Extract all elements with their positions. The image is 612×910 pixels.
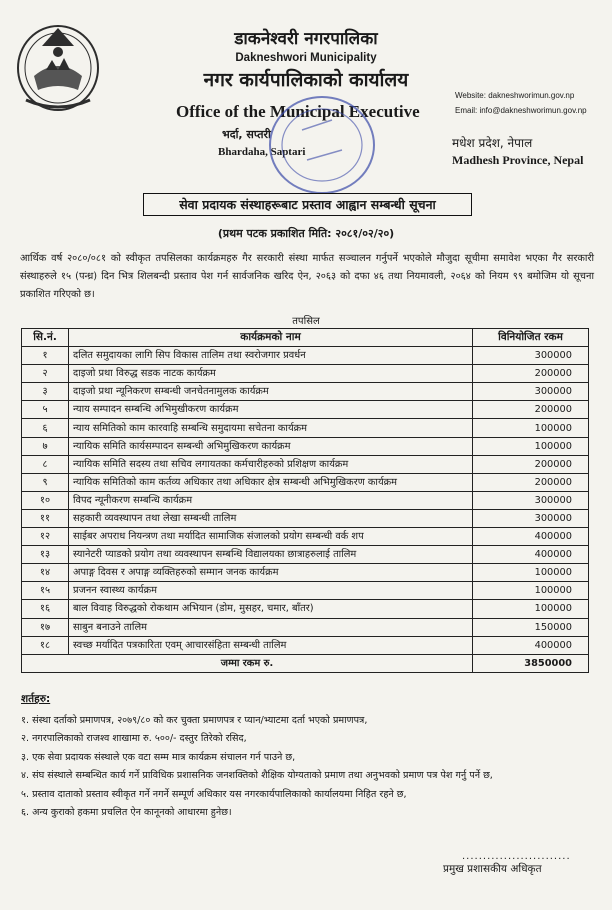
email-text: Email: info@dakneshworimun.gov.np bbox=[455, 106, 587, 115]
conditions-list bbox=[21, 712, 601, 822]
office-stamp bbox=[262, 90, 382, 200]
row-program-name: साईबर अपराध नियन्त्रण तथा मर्यादित सामाजिक संजालको प्रयोग सम्बन्धी वर्क शप bbox=[69, 528, 473, 546]
table-row bbox=[22, 473, 589, 491]
table-caption: तपसिल bbox=[292, 316, 320, 327]
row-amount: 100000 bbox=[473, 419, 589, 437]
row-serial-number: १० bbox=[22, 491, 69, 509]
row-serial-number: १६ bbox=[22, 600, 69, 618]
table-row bbox=[22, 582, 589, 600]
total-row bbox=[22, 654, 589, 672]
row-amount: 100000 bbox=[473, 437, 589, 455]
row-program-name: प्रजनन स्वास्थ्य कार्यक्रम bbox=[69, 582, 473, 600]
notice-subtitle: (प्रथम पटक प्रकाशित मिति: २०८१/०२/२०) bbox=[217, 227, 395, 240]
row-program-name: दाइजो प्रथा विरुद्ध सडक नाटक कार्यक्रम bbox=[69, 365, 473, 383]
row-serial-number: ७ bbox=[22, 437, 69, 455]
municipality-name-en: Dakneshwori Municipality bbox=[235, 52, 377, 64]
row-serial-number: १२ bbox=[22, 528, 69, 546]
row-amount: 200000 bbox=[473, 401, 589, 419]
row-amount: 100000 bbox=[473, 582, 589, 600]
table-row bbox=[22, 618, 589, 636]
address-en: Bhardaha, Saptari bbox=[218, 146, 306, 158]
table-row bbox=[22, 383, 589, 401]
row-serial-number: १३ bbox=[22, 546, 69, 564]
row-amount: 400000 bbox=[473, 636, 589, 654]
row-program-name: अपाङ्ग दिवस र अपाङ्ग व्यक्तिहरुको सम्मान जनक कार्यक्रम bbox=[69, 564, 473, 582]
row-amount: 300000 bbox=[473, 491, 589, 509]
table-row bbox=[22, 636, 589, 654]
table-row bbox=[22, 437, 589, 455]
row-program-name: न्यायिक समिति सदस्य तथा सचिव लगायतका कर्मचारीहरुको प्रशिक्षण कार्यक्रम bbox=[69, 455, 473, 473]
row-program-name: दलित समुदायका लागि सिप विकास तालिम तथा स्वरोजगार प्रवर्धन bbox=[69, 347, 473, 365]
municipality-name-np: डाकनेश्वरी नगरपालिका bbox=[234, 29, 378, 49]
address-np: भर्दा, सप्तरी bbox=[222, 128, 271, 141]
row-serial-number: ६ bbox=[22, 419, 69, 437]
program-table bbox=[21, 328, 589, 673]
table-row bbox=[22, 455, 589, 473]
signature-line: .......................... bbox=[462, 851, 571, 862]
row-program-name: विपद न्यूनीकरण सम्बन्धि कार्यक्रम bbox=[69, 491, 473, 509]
office-name-en: Office of the Municipal Executive bbox=[176, 102, 420, 121]
condition-item: २. नगरपालिकाको राजश्व शाखामा रु. ५००/- दस्तुर तिरेको रसिद, bbox=[21, 733, 247, 745]
row-program-name: न्यायिक समिति कार्यसम्पादन सम्बन्धी अभिमुखिकरण कार्यक्रम bbox=[69, 437, 473, 455]
contact-info bbox=[455, 88, 587, 118]
total-label: जम्मा रकम रु. bbox=[22, 654, 473, 672]
table-row bbox=[22, 546, 589, 564]
row-serial-number: ८ bbox=[22, 455, 69, 473]
table-row bbox=[22, 365, 589, 383]
row-amount: 300000 bbox=[473, 509, 589, 527]
row-program-name: दाइजो प्रथा न्यूनिकरण सम्बन्धी जनचेतनामुलक कार्यक्रम bbox=[69, 383, 473, 401]
table-row bbox=[22, 509, 589, 527]
row-amount: 100000 bbox=[473, 564, 589, 582]
row-serial-number: १५ bbox=[22, 582, 69, 600]
row-program-name: न्यायिक समितिको काम कर्तव्य अधिकार तथा अधिकार क्षेत्र सम्बन्धी अभिमुखिकरण कार्यक्रम bbox=[69, 473, 473, 491]
row-program-name: बाल विवाह विरुद्धको रोकथाम अभियान (डोम, मुसहर, चमार, बाँतर) bbox=[69, 600, 473, 618]
row-serial-number: ११ bbox=[22, 509, 69, 527]
condition-item: ५. प्रस्ताव दाताको प्रस्ताव स्वीकृत गर्ने नगर्ने सम्पूर्ण अधिकार यस नगरकार्यपालिकाको कार्यालयमा निहित रहने छ, bbox=[21, 788, 407, 800]
table-header-row bbox=[22, 329, 589, 347]
col-header-program: कार्यक्रमको नाम bbox=[69, 329, 473, 347]
table-row bbox=[22, 347, 589, 365]
row-program-name: न्याय सम्पादन सम्बन्धि अभिमुखीकरण कार्यक्रम bbox=[69, 401, 473, 419]
condition-item: ४. संघ संस्थाले सम्बन्धित कार्य गर्ने प्राविधिक प्रशासनिक जनशक्तिको शैक्षिक योग्यताको प्रमाण तथा अनुभवको प्रमाण पत्र पेश गर्नु पर्ने छ, bbox=[21, 770, 493, 782]
row-serial-number: १८ bbox=[22, 636, 69, 654]
row-program-name: स्वच्छ मर्यादित पत्रकारिता एवम् आचारसंहिता सम्बन्धी तालिम bbox=[69, 636, 473, 654]
row-serial-number: ३ bbox=[22, 383, 69, 401]
row-amount: 400000 bbox=[473, 528, 589, 546]
row-serial-number: ९ bbox=[22, 473, 69, 491]
col-header-sn: सि.नं. bbox=[22, 329, 69, 347]
condition-item: १. संस्था दर्ताको प्रमाणपत्र, २०७९/८० को कर चुक्ता प्रमाणपत्र र प्यान/भ्याटमा दर्ता भएको प्रमाणपत्र, bbox=[21, 715, 368, 726]
province-np: मधेश प्रदेश, नेपाल bbox=[452, 136, 533, 150]
row-serial-number: ५ bbox=[22, 401, 69, 419]
signatory-title: प्रमुख प्रशासकीय अधिकृत bbox=[443, 863, 542, 875]
row-amount: 300000 bbox=[473, 383, 589, 401]
table-row bbox=[22, 528, 589, 546]
row-program-name: साबुन बनाउने तालिम bbox=[69, 618, 473, 636]
row-amount: 200000 bbox=[473, 455, 589, 473]
row-serial-number: १ bbox=[22, 347, 69, 365]
row-amount: 150000 bbox=[473, 618, 589, 636]
row-amount: 300000 bbox=[473, 347, 589, 365]
row-serial-number: १४ bbox=[22, 564, 69, 582]
row-amount: 200000 bbox=[473, 473, 589, 491]
row-amount: 100000 bbox=[473, 600, 589, 618]
table-row bbox=[22, 419, 589, 437]
office-name-np: नगर कार्यपालिकाको कार्यालय bbox=[203, 69, 409, 91]
table-row bbox=[22, 600, 589, 618]
row-amount: 200000 bbox=[473, 365, 589, 383]
row-serial-number: २ bbox=[22, 365, 69, 383]
col-header-amount: विनियोजित रकम bbox=[473, 329, 589, 347]
row-program-name: स्यानेटरी प्याडको प्रयोग तथा व्यवस्थापन सम्बन्धि विद्यालयका छात्राहरुलाई तालिम bbox=[69, 546, 473, 564]
row-serial-number: १७ bbox=[22, 618, 69, 636]
table-row bbox=[22, 564, 589, 582]
table-row bbox=[22, 401, 589, 419]
province-en: Madhesh Province, Nepal bbox=[452, 153, 584, 167]
condition-item: ६. अन्य कुराको हकमा प्रचलित ऐन कानूनको आधारमा हुनेछ। bbox=[21, 807, 232, 819]
row-program-name: सहकारी व्यवस्थापन तथा लेखा सम्बन्धी तालिम bbox=[69, 509, 473, 527]
conditions-heading: शर्तहरु: bbox=[21, 693, 51, 705]
condition-item: ३. एक सेवा प्रदायक संस्थाले एक वटा सम्म मात्र कार्यक्रम संचालन गर्न पाउने छ, bbox=[21, 751, 296, 763]
row-program-name: न्याय समितिको काम कारवाहि सम्बन्धि समुदायमा सचेतना कार्यक्रम bbox=[69, 419, 473, 437]
notice-intro-paragraph: आर्थिक वर्ष २०८०/०८१ को स्वीकृत तपसिलका कार्यक्रमहरु गैर सरकारी संस्था मार्फत सञ्चालन गर्नुपर्ने भएकोले मौजुदा सूचीमा समावेश भएका गैर सरकारी संस्थाहरुले १५ (पन्ध्र) दिन भित्र शिलबन्दी प्रस्ताव पेश गर्न सार्वजनिक खरिद ऐन, २०६३ को दफा ४६ तथा नियमावली, २०६४ को नियम ९९ बमोजिम यो सूचना प्रकाशित गरिएको छ। bbox=[20, 253, 594, 300]
notice-title: सेवा प्रदायक संस्थाहरूबाट प्रस्ताव आह्वान सम्बन्धी सूचना bbox=[143, 193, 472, 216]
website-text: Website: dakneshworimun.gov.np bbox=[455, 91, 575, 100]
table-row bbox=[22, 491, 589, 509]
total-amount: 3850000 bbox=[473, 654, 589, 672]
row-amount: 400000 bbox=[473, 546, 589, 564]
